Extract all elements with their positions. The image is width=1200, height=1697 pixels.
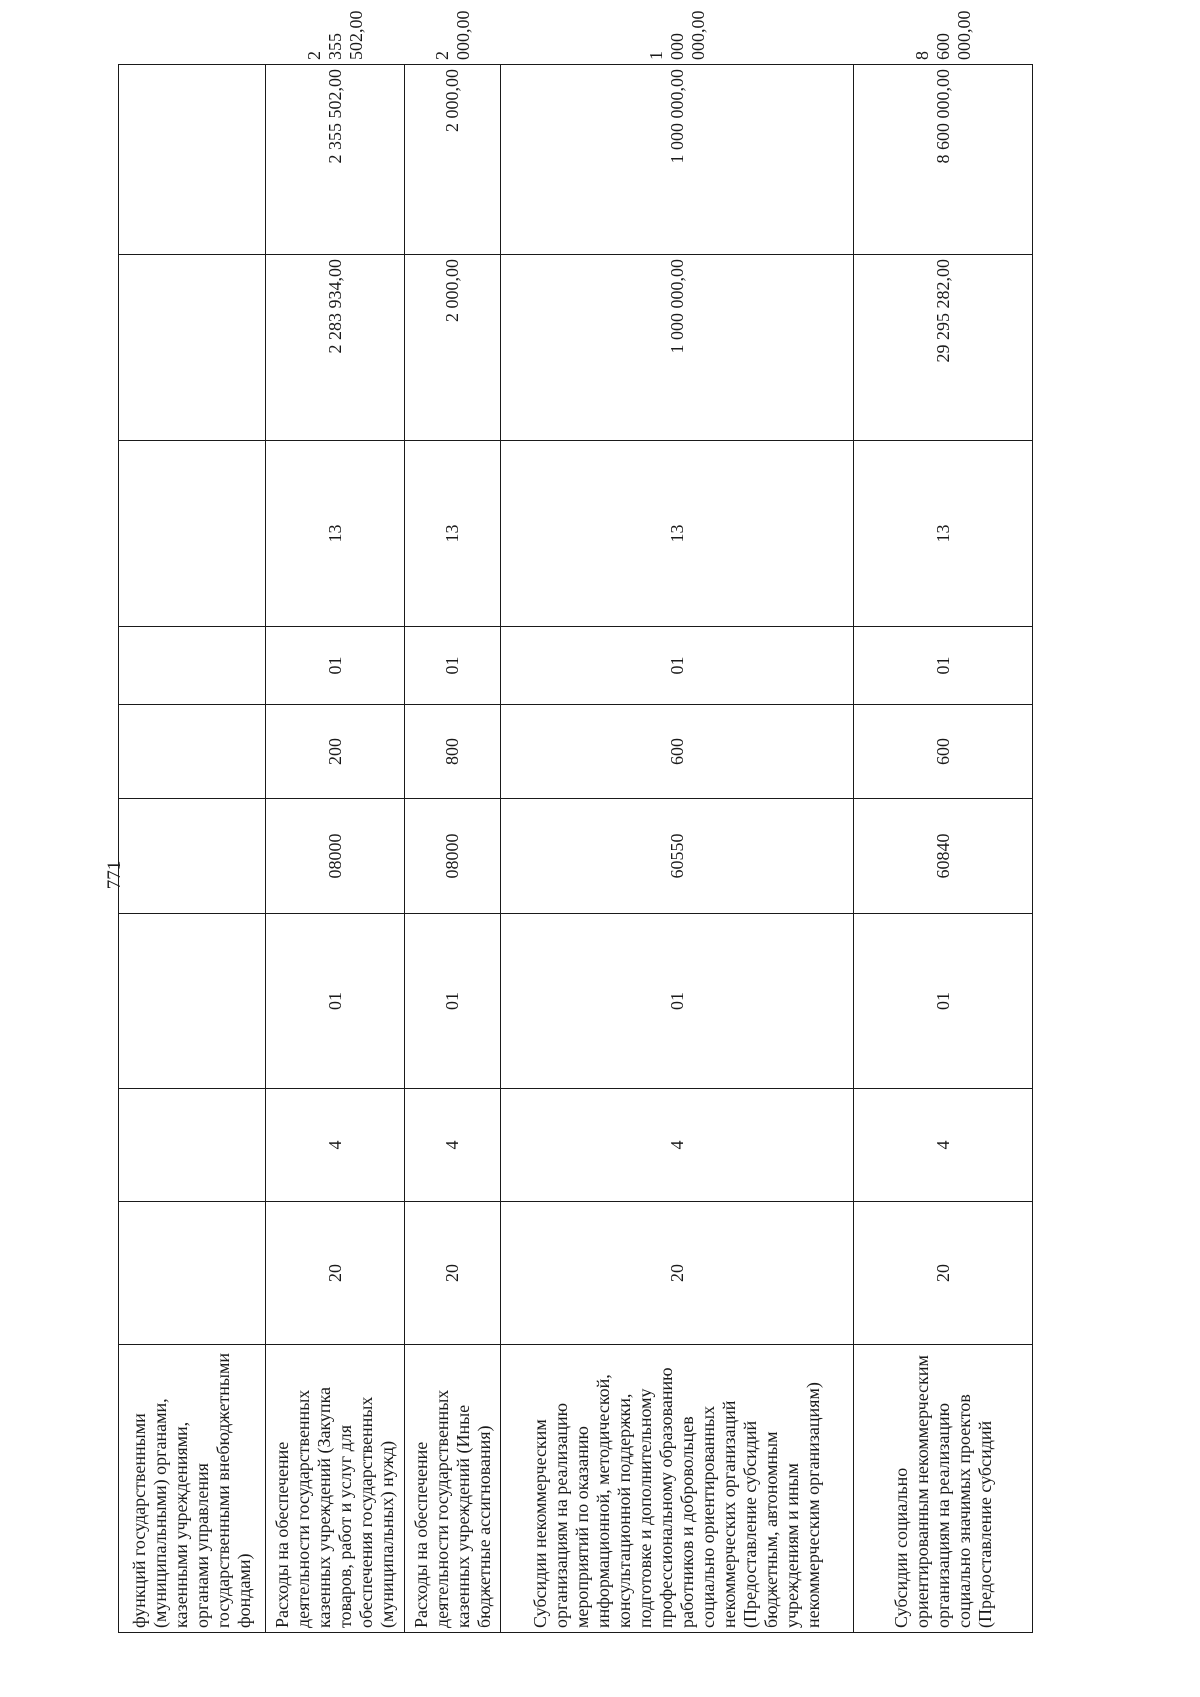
amount-2 [119, 65, 266, 255]
amount-2: 1 000 000,00 [501, 65, 854, 255]
code-4 [119, 799, 266, 914]
code-5: 200 [266, 705, 405, 799]
code-2: 4 [854, 1089, 1033, 1202]
amount-1: 2 283 934,00 [266, 255, 405, 441]
code-7: 13 [854, 441, 1033, 627]
budget-table [118, 10, 1033, 1633]
amount-1: 29 295 282,00 [854, 255, 1033, 441]
code-1: 20 [405, 1202, 501, 1345]
code-1 [119, 1202, 266, 1345]
amount-2: 2 355 502,00 [266, 65, 405, 255]
code-2: 4 [501, 1089, 854, 1202]
table-row: Субсидии социально ориентированным некоммерческим организациям на реализацию социально значимых проектов (Предоставление субсидий 20 4 01 60840 600 01 13 29 295 282,00 8 600 000,00 8 600 000,00 [854, 65, 1033, 1633]
code-3: 01 [405, 914, 501, 1089]
code-3 [119, 914, 266, 1089]
table-row [119, 65, 266, 1633]
code-2 [119, 1089, 266, 1202]
budget-table-wrapper [118, 10, 1032, 1633]
code-6: 01 [266, 627, 405, 705]
code-7: 13 [501, 441, 854, 627]
code-6: 01 [854, 627, 1033, 705]
amount-1: 2 000,00 [405, 255, 501, 441]
code-4: 60550 [501, 799, 854, 914]
code-6: 01 [405, 627, 501, 705]
table-row: Субсидии некоммерческим организациям на реализацию мероприятий по оказанию информационной, методической, консультационной поддержки, подготовке и дополнительному профессиональному образованию работников и добровольцев социально ориентированных некоммерческих организаций (Предоставление субсидий бюджетным, автономным учреждениям и иным некоммерческим организациям) 20 4 01 60550 600 01 13 1 000 000,00 1 000 000,00 1 000 000,00 [501, 65, 854, 1633]
code-4: 08000 [266, 799, 405, 914]
code-4: 08000 [405, 799, 501, 914]
code-5 [119, 705, 266, 799]
code-5: 600 [854, 705, 1033, 799]
code-5: 800 [405, 705, 501, 799]
code-1: 20 [266, 1202, 405, 1345]
amount-1: 1 000 000,00 [501, 255, 854, 441]
code-5: 600 [501, 705, 854, 799]
code-7: 13 [266, 441, 405, 627]
code-4: 60840 [854, 799, 1033, 914]
row-name: Расходы на обеспечение деятельности государственных казенных учреждений (Иные бюджетные ассигнования) [405, 1345, 501, 1633]
amount-2: 2 000,00 [405, 65, 501, 255]
page-number: 771 [104, 860, 125, 890]
row-name: Расходы на обеспечение деятельности государственных казенных учреждений (Закупка товаров, работ и услуг для обеспечения государственных (муниципальных) нужд) [266, 1345, 405, 1633]
amount-2: 8 600 000,00 [854, 65, 1033, 255]
row-name: функций государственными (муниципальными) органами, казенными учреждениями, органами управления государственными внебюджетными фондами) [119, 1345, 266, 1633]
row-name: Субсидии некоммерческим организациям на реализацию мероприятий по оказанию информационной, методической, консультационной поддержки, подготовке и дополнительному профессиональному образованию работников и добровольцев социально ориентированных некоммерческих организаций (Предоставление субсидий бюджетным, автономным учреждениям и иным некоммерческим организациям) [501, 1345, 854, 1633]
code-6 [119, 627, 266, 705]
code-7: 13 [405, 441, 501, 627]
table-row: Расходы на обеспечение деятельности государственных казенных учреждений (Закупка товаров, работ и услуг для обеспечения государственных (муниципальных) нужд) 20 4 01 08000 200 01 13 2 283 934,00 2 355 502,00 2 355 502,00 [266, 65, 405, 1633]
table-row: Расходы на обеспечение деятельности государственных казенных учреждений (Иные бюджетные ассигнования) 20 4 01 08000 800 01 13 2 000,00 2 000,00 2 000,00 [405, 65, 501, 1633]
code-7 [119, 441, 266, 627]
code-1: 20 [501, 1202, 854, 1345]
code-1: 20 [854, 1202, 1033, 1345]
code-3: 01 [854, 914, 1033, 1089]
code-3: 01 [266, 914, 405, 1089]
amount-1 [119, 255, 266, 441]
row-name: Субсидии социально ориентированным некоммерческим организациям на реализацию социально значимых проектов (Предоставление субсидий [854, 1345, 1033, 1633]
code-3: 01 [501, 914, 854, 1089]
code-2: 4 [405, 1089, 501, 1202]
code-2: 4 [266, 1089, 405, 1202]
code-6: 01 [501, 627, 854, 705]
